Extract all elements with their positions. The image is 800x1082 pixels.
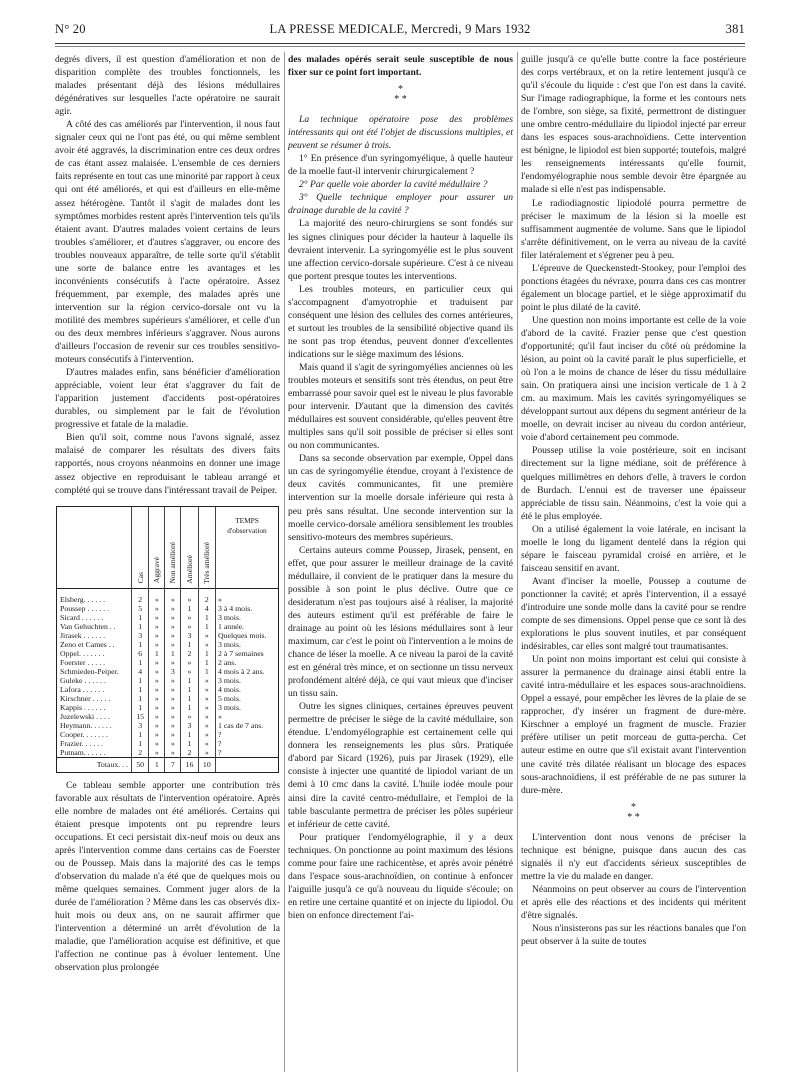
author-cell: Schmieden-Peiper. (60, 666, 119, 676)
table-cell: » (198, 748, 215, 758)
table-cell: » (165, 613, 181, 622)
observation-cell: 5 mois. (216, 694, 279, 703)
table-cell: » (149, 739, 165, 748)
table-cell: 1 (149, 757, 165, 772)
table-cell: » (165, 622, 181, 631)
author-cell: Juzelewski . . . . (60, 711, 110, 721)
author-cell: Heymann. . . . . . (60, 720, 112, 730)
table-cell: 1 (132, 730, 149, 739)
paragraph: des malades opérés serait seule susceptible de nous fixer sur ce point fort important. (288, 54, 513, 79)
paragraph: Néanmoins on peut observer au cours de l'intervention et après elle des réactions et des incidents qui méritent d'être signalés. (521, 883, 746, 921)
table-row (57, 622, 278, 631)
table-row (57, 604, 278, 613)
author-cell: Lafora . . . . . . (60, 684, 105, 694)
table-cell: 1 (132, 676, 149, 685)
table-row (57, 613, 278, 622)
paragraph: Mais quand il s'agit de syringomyélies anciennes où les troubles moteurs et sensitifs sont très étendus, on peut être embarrassé pour savoir quel est le niveau le plus favorable pour intervenir. D'autant que la dimension des cavités médullaires est souvent considérable, qu'elles peuvent être multiples sans qu'il soit possible de préciser si elles sont ou non communicantes. (288, 361, 513, 452)
table-cell: » (198, 721, 215, 730)
table-cell: » (165, 694, 181, 703)
table-cell: » (165, 676, 181, 685)
observation-cell: » (216, 712, 279, 721)
table-row (57, 739, 278, 748)
author-cell: Kappis . . . . . . (60, 702, 106, 712)
observation-cell: Quelques mois. (216, 631, 279, 640)
table-cell: 1 (198, 658, 215, 667)
table-cell: 1 (132, 739, 149, 748)
journal-title: LA PRESSE MEDICALE, Mercredi, 9 Mars 1932 (269, 22, 531, 36)
table-cell: 6 (132, 649, 149, 658)
table-row (57, 712, 278, 721)
table-cell: » (149, 613, 165, 622)
observation-cell: 3 à 4 mois. (216, 604, 279, 613)
observation-cell: 4 mois à 2 ans. (216, 667, 279, 676)
table-cell: » (198, 730, 215, 739)
table-cell: 1 (165, 649, 181, 658)
table-cell: » (198, 685, 215, 694)
issue-number: N° 20 (55, 22, 86, 36)
total-label: Totaux. . . (57, 757, 132, 772)
table-row (57, 730, 278, 739)
table-cell: 1 (132, 685, 149, 694)
column-1 (55, 53, 280, 974)
table-row (57, 694, 278, 703)
paragraph: Bien qu'il soit, comme nous l'avons signalé, assez malaisé de comparer les résultats des divers faits rapportés, nous croyons néanmoins en donner une image assez objective en reproduisant le tableau arrangé et complété qui se trouve dans l'intéressant travail de Peiper. (55, 432, 280, 496)
table-cell: » (198, 631, 215, 640)
table-cell: 1 (181, 676, 198, 685)
table-cell: » (181, 622, 198, 631)
table-cell: 1 (149, 649, 165, 658)
table-cell: 4 (198, 604, 215, 613)
table-row (57, 721, 278, 730)
table-cell: » (181, 613, 198, 622)
page-number: 381 (725, 22, 745, 36)
table-cell: » (149, 721, 165, 730)
column-header: Très amélioré (198, 507, 215, 589)
header-rule (55, 43, 745, 44)
observation-cell: 3 mois. (216, 640, 279, 649)
author-cell: Cooper. . . . . . . (60, 729, 108, 739)
table-cell: » (165, 604, 181, 613)
observation-cell: ? (216, 730, 279, 739)
paragraph: Avant d'inciser la moelle, Poussep a coutume de ponctionner la cavité; et après l'intervention, il a essayé d'introduire une sonde molle dans la cavité pour se rendre compte de ses dimensions. Oppel pense que ce sont là des explorations le plus souvent inutiles, et par conséquent indésirables, car elles sont malgré tout traumatisantes. (521, 575, 746, 653)
paragraph: Une question non moins importante est celle de la voie d'abord de la cavité. Frazier pense que c'est question d'opportunité; qu'il faut inciser du côté où prédomine la lésion, au point où la cavité paraît le plus superficielle, et où l'on a le moins de chance de léser du tissu médullaire sain. On pratiquera ainsi une incision verticale de 1 à 2 cm. au maximum. Mais les cavités syringomyéliques se développant surtout aux dépens du segment antérieur de la moelle, on devrait inciser au niveau du cordon antérieur, voie d'abord certainement peu commode. (521, 314, 746, 444)
table-row (57, 658, 278, 667)
table-cell: 1 (198, 613, 215, 622)
table-cell: » (165, 739, 181, 748)
observation-cell: 3 mois. (216, 613, 279, 622)
table-header-row (57, 507, 278, 589)
paragraph: Un point non moins important est celui qui consiste à assurer la permanence du drainage ainsi établi entre la cavité intra-médullaire et les espaces sous-arachnoïdiens. Oppel a essayé, pour empêcher les lèvres de la plaie de se rapprocher, d'y insérer un fragment de dure-mère. Kirschner a employé un fragment de muscle. Frazier préfère utiliser un petit morceau de gutta-percha. Cet auteur estime en outre que s'il existait avant l'intervention une cavité très dilatée réalisant un blocage des espaces sous-arachnoïdiens, il est préférable de ne pas suturer la dure-mère. (521, 654, 746, 796)
table-cell: 5 (132, 604, 149, 613)
table-cell: » (181, 712, 198, 721)
paragraph: Pour pratiquer l'endomyélographie, il y a deux techniques. On ponctionne au point maximum des lésions comme pour faire une rachicentèse, et après avoir pénétré dans l'espace sous-arachnoïdien, on continue à enfoncer l'aiguille jusqu'à ce qu'à nouveau du liquide s'écoule; on en retire une certaine quantité et on injecte du lipiodol. Ou bien on enfonce directement l'ai- (288, 831, 513, 921)
author-cell: Foerster . . . . . (60, 657, 106, 667)
table-cell: » (198, 703, 215, 712)
table-cell: 3 (132, 721, 149, 730)
table-cell: 3 (132, 631, 149, 640)
paragraph: Certains auteurs comme Poussep, Jirasek, pensent, en effet, que pour assurer le meilleur drainage de la cavité médullaire, il convient de le pratiquer dans la mesure du possible à son point le plus déclive. Outre que ce desideratum n'est pas toujours aisé à réaliser, la majorité des auteurs estiment qu'il est préférable de faire le drainage au point où les lésions médullaires sont à leur maximum, car c'est le point où l'intervention a le moins de chance de léser la moelle. A ce niveau la paroi de la cavité est en général très mince, et on sectionne un tissu nerveux profondément altéré déjà, ce qui vaut mieux que d'inciser un tissu sain. (288, 544, 513, 700)
table-cell: 1 (181, 640, 198, 649)
paragraph: A côté des cas améliorés par l'intervention, il nous faut signaler ceux qui ne l'ont pas été, ou qui même semblent avoir été aggravés, la discrimination entre ces deux ordres de cas étant assez malaisée. L'ensemble de ces derniers faits représente en tout cas une minorité par rapport à ceux qui ont été améliorés, et qui est d'ailleurs en elle-même assez hétérogène. Tantôt il s'agit de malades dont les symptômes morbides restent après l'intervention tels qu'ils étaient avant. D'autres malades voient certains de leurs troubles s'améliorer, et d'autres s'aggraver, ou encore des troubles nouveaux apparaître, de telle sorte qu'il s'établit une sorte de balance entre les avantages et les inconvénients consécutifs à l'acte opératoire. Assez fréquemment, par exemple, des malades après une intervention sur la région cervico-dorsale ont vu la motilité des membres supérieurs s'améliorer, et celle d'un ou des deux membres inférieurs s'aggraver. Nous aurons d'ailleurs l'occasion de revenir sur ces troubles sensitivo-moteurs consécutifs à l'intervention. (55, 119, 280, 366)
table-cell: 10 (198, 757, 215, 772)
author-cell: Poussep . . . . . . (60, 603, 109, 613)
table-cell: » (149, 730, 165, 739)
table-cell: » (149, 685, 165, 694)
table-cell: » (165, 658, 181, 667)
observation-cell: 2 à 7 semaines (216, 649, 279, 658)
paragraph: Dans sa seconde observation par exemple, Oppel dans un cas de syringomyélie étendue, croyant à l'existence de deux cavités communicantes, fit une première intervention sur la moelle dorsale inférieure qui resta à peu près sans résultat. Une seconde intervention sur la moelle cervico-dorsale améliora sensiblement les troubles sensitivo-moteurs des membres supérieurs. (288, 453, 513, 543)
table-cell: 2 (198, 588, 215, 604)
table-cell: 1 (181, 730, 198, 739)
table-cell: » (181, 658, 198, 667)
table-total-row (57, 757, 278, 772)
table-cell: » (165, 588, 181, 604)
table-cell: 1 (132, 613, 149, 622)
paragraph: La technique opératoire pose des problèmes intéressants qui ont été l'objet de discussions multiples, et peuvent se résumer à trois. (288, 114, 513, 152)
table-cell: » (149, 694, 165, 703)
table-cell: 3 (165, 667, 181, 676)
paragraph: guille jusqu'à ce qu'elle butte contre la face postérieure des corps vertébraux, et on la retire lentement jusqu'à ce qu'il s'écoule du liquide : c'est que l'on est dans la cavité. Sur l'image radiographique, la forme et les contours nets de l'ombre, son siège, sa fixité, permettront de distinguer une ombre centro-médullaire du lipiodol injecté par erreur dans les espaces sous-arachnoïdiens. Cette intervention est bénigne, le lipiodol est bien supporté; toutefois, malgré les renseignements intéressants qu'elle fournit, l'endomyélographie nous semble devoir être épargnée au malade si elle n'est pas indispensable. (521, 54, 746, 196)
header-rule-thin (55, 46, 745, 47)
paragraph: D'autres malades enfin, sans bénéficier d'amélioration appréciable, voient leur état s'aggraver du fait de l'apparition justement d'accidents post-opératoires durables, ou simplement par le fait de l'évolution progressive et fatale de la maladie. (55, 367, 280, 431)
table-cell: » (149, 622, 165, 631)
author-cell: Elsberg. . . . . . (60, 594, 106, 604)
paragraph: Le radiodiagnostic lipiodolé pourra permettre de préciser le maximum de la lésion si la moelle est suffisamment augmentée de volume. Sans que le lipiodol s'arrête définitivement, on le verra au niveau de la cavité filer latéralement et s'égrener peu à peu. (521, 197, 746, 261)
column-header: Cas (132, 507, 149, 589)
table-cell (216, 757, 279, 772)
paragraph: 2° Par quelle voie aborder la cavité médullaire ? (299, 179, 488, 191)
table-cell: » (165, 730, 181, 739)
table-cell: » (149, 748, 165, 758)
paragraph: degrés divers, il est question d'amélioration et non de disparition complète des troubles fonctionnels, les malades présentant déjà des lésions médullaires dégénératives sur lesquelles l'acte opératoire ne saurait agir. (55, 54, 280, 118)
table-cell: 7 (165, 757, 181, 772)
table-cell: » (181, 667, 198, 676)
table-cell: » (165, 721, 181, 730)
column-2 (288, 53, 513, 922)
table-cell: » (149, 703, 165, 712)
paragraph: Outre les signes cliniques, certaines épreuves peuvent permettre de préciser le siège de la cavité médullaire, son étendue. L'endomyélographie est certainement celle qui donnera les renseignements les plus sûrs. Pratiquée d'abord par Sicard (1926), puis par Jirasek (1929), elle consiste à injecter une quantité de lipiodol variant de un demi à 10 cmc dans la cavité. L'huile iodée moule pour ainsi dire la cavité centro-médullaire, et l'emploi de la table basculante permettra de préciser les pôles supérieur et inférieur de cette cavité. (288, 701, 513, 830)
table-cell: » (149, 676, 165, 685)
paragraph: Poussep utilise la voie postérieure, soit en incisant directement sur la ligne médiane, soit de préférence à quelques millimètres en dehors d'elle, à travers le cordon de Burdach. L'ennui est de traverser une épaisseur appréciable de tissu sain. Néanmoins, c'est la voie qui a été le plus employée. (521, 445, 746, 522)
table-cell: 1 (132, 703, 149, 712)
table-cell: » (198, 739, 215, 748)
table-cell: 1 (181, 685, 198, 694)
results-table (56, 506, 279, 773)
paragraph: L'épreuve de Queckenstedt-Stookey, pour l'emploi des ponctions étagées du névraxe, pourra dans ces cas montrer également un blocage partiel, et le siège approximatif du point le plus dilaté de la cavité. (521, 262, 746, 313)
table-cell: 1 (132, 640, 149, 649)
table-cell: » (149, 588, 165, 604)
table-cell: 1 (132, 658, 149, 667)
paragraph: L'intervention dont nous venons de préciser la technique est bénigne, puisque dans aucun des cas signalés il n'y eut d'accidents sérieux susceptibles de mettre la vie du malade en danger. (521, 831, 746, 882)
table-cell: » (165, 748, 181, 758)
table-cell: 1 (181, 604, 198, 613)
table-cell: » (149, 667, 165, 676)
observation-cell: 2 ans. (216, 658, 279, 667)
table-cell: 1 (181, 703, 198, 712)
paragraph: 3° Quelle technique employer pour assurer un drainage durable de la cavité ? (288, 192, 513, 217)
observation-cell: 4 mois. (216, 685, 279, 694)
table-cell: 1 (181, 739, 198, 748)
table-cell: 50 (132, 757, 149, 772)
paragraph: La majorité des neuro-chirurgiens se sont fondés sur les signes cliniques pour décider la hauteur à laquelle ils devraient intervenir. La syringomyélie est le plus souvent une affection cervico-dorsale supérieure. C'est à ce niveau que portent presque toutes les interventions. (288, 218, 513, 282)
table-row (57, 685, 278, 694)
table-cell: » (165, 640, 181, 649)
author-cell: Putnam. . . . . . (60, 747, 106, 757)
table-row (57, 649, 278, 658)
table-row (57, 588, 278, 604)
table-cell: 4 (132, 667, 149, 676)
author-cell: Zeno et Cames . . (60, 639, 115, 649)
author-cell: Van Gehuchten . . (60, 621, 116, 631)
column-divider (517, 52, 518, 1072)
table-cell: » (149, 604, 165, 613)
observation-cell: 3 mois. (216, 703, 279, 712)
section-separator: * * * (394, 84, 407, 106)
table-cell: » (198, 694, 215, 703)
table-cell: 16 (181, 757, 198, 772)
observation-cell: ? (216, 748, 279, 758)
observation-header: TEMPS d'observation (216, 507, 279, 589)
paragraph: 1° En présence d'un syringomyélique, à quelle hauteur de la moelle faut-il intervenir chirurgicalement ? (288, 153, 513, 178)
table-row (57, 676, 278, 685)
paragraph: Nous n'insisterons pas sur les réactions banales que l'on peut observer à la suite de toutes (521, 923, 746, 948)
table-row (57, 640, 278, 649)
table-cell: 1 (132, 622, 149, 631)
table-cell: 2 (181, 748, 198, 758)
table-cell: » (198, 712, 215, 721)
table-cell: » (149, 658, 165, 667)
column-header: Amélioré (181, 507, 198, 589)
name-header (57, 507, 132, 589)
column-header: Non amélioré (165, 507, 181, 589)
table-cell: » (181, 588, 198, 604)
table-cell: 3 (181, 631, 198, 640)
table-cell: » (198, 676, 215, 685)
table-row (57, 631, 278, 640)
author-cell: Frazier. . . . . . (60, 738, 104, 748)
table-cell: » (198, 640, 215, 649)
observation-cell: 1 année. (216, 622, 279, 631)
table-cell: 3 (181, 721, 198, 730)
table-cell: » (149, 631, 165, 640)
column-3 (521, 53, 746, 948)
author-cell: Sicard . . . . . . (60, 612, 104, 622)
table-cell: 1 (198, 649, 215, 658)
observation-cell: ? (216, 739, 279, 748)
table-cell: 1 (198, 622, 215, 631)
table-cell: » (149, 640, 165, 649)
table-row (57, 703, 278, 712)
table-cell: 2 (132, 588, 149, 604)
table-cell: 15 (132, 712, 149, 721)
section-separator: * * * (627, 801, 640, 823)
paragraph: On a utilisé également la voie latérale, en incisant la moelle le long du ligament dentelé dans la région qui sépare le faisceau pyramidal croisé en arrière, et le faisceau sensitif en avant. (521, 523, 746, 574)
author-cell: Oppel. . . . . . . (60, 648, 105, 658)
author-cell: Kirschner . . . . . (60, 693, 111, 703)
table-cell: 2 (181, 649, 198, 658)
paragraph: Ce tableau semble apporter une contribution très favorable aux résultats de l'intervention opératoire. Après elle nombre de malades ont été améliorés. Certains qui étaient presque impotents ont pu reprendre leurs occupations. Et ceci persistait dix-neuf mois ou deux ans après l'intervention comme dans certains cas de Foerster ou de Poussep. Mais dans la majorité des cas le temps d'observation du malade n'a été que de quelques mois ou même quelques semaines. Comment juger alors de la durée de l'amélioration ? Même dans les cas observés dix-huit mois ou deux ans, on ne saurait affirmer que l'intervention a déterminé un arrêt d'évolution de la maladie, que l'amélioration acquise est définitive, et que l'affection ne continue pas à évoluer lentement. Une observation plus prolongée (55, 779, 280, 974)
table-cell: » (165, 703, 181, 712)
table-cell: » (149, 712, 165, 721)
column-divider (284, 52, 285, 1072)
table-row (57, 667, 278, 676)
observation-cell: 1 cas de 7 ans. (216, 721, 279, 730)
author-cell: Jirasek . . . . . . (60, 630, 106, 640)
paragraph: Les troubles moteurs, en particulier ceux qui s'accompagnent d'amyotrophie et traduisent par conséquent une lésion des cellules des cornes antérieures, et surtout les troubles de la sensibilité objective quand ils ne sont pas trop étendus, peuvent donner d'excellentes indications sur le siège maximum des lésions. (288, 283, 513, 360)
observation-cell: 3 mois. (216, 676, 279, 685)
table-cell: 2 (132, 748, 149, 758)
author-cell: Guleke . . . . . . (60, 675, 106, 685)
table-cell: » (165, 712, 181, 721)
table-row (57, 748, 278, 758)
table-cell: 1 (132, 694, 149, 703)
table-cell: 1 (198, 667, 215, 676)
table-cell: 1 (181, 694, 198, 703)
table-cell: » (165, 631, 181, 640)
running-header (55, 22, 745, 38)
column-header: Aggravé (149, 507, 165, 589)
table-cell: » (165, 685, 181, 694)
observation-cell: » (216, 588, 279, 604)
